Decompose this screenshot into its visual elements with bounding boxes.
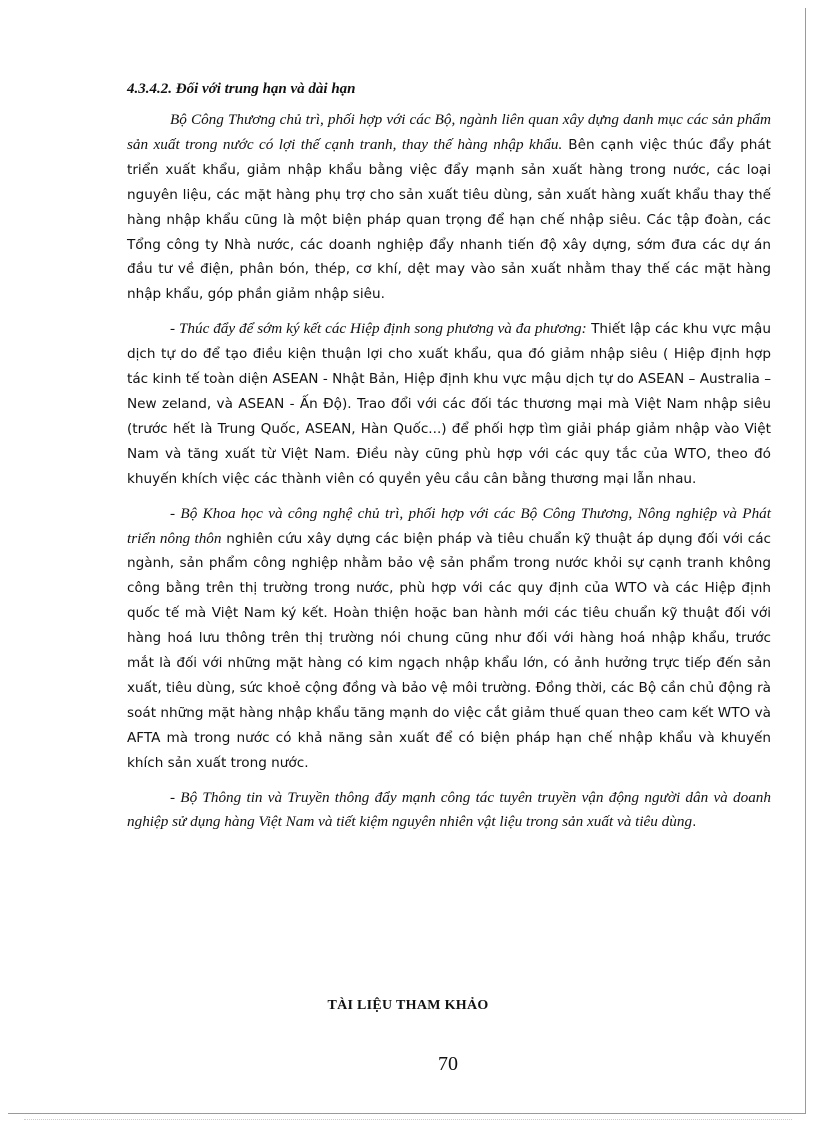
paragraph-trade-agreements xyxy=(127,317,771,491)
paragraph-lead: - Bộ Thông tin và Truyền thông đẩy mạnh công tác tuyên truyền vận động người dân và doanh nghiệp sử dụng hàng Việt Nam và tiết kiệm nguyên nhiên vật liệu trong sản xuất và tiêu dùng xyxy=(127,788,771,831)
references-title: TÀI LIỆU THAM KHẢO xyxy=(327,998,489,1013)
paragraph-lead: Bộ Công Thương chủ trì, phối hợp với các Bộ, ngành liên quan xây dựng danh mục các sản phẩm sản xuất trong nước có lợi thế cạnh tranh, thay thế hàng nhập khẩu. xyxy=(127,111,771,153)
paragraph-lead: - Thúc đẩy để sớm ký kết các Hiệp định song phương và đa phương: xyxy=(170,320,587,338)
page-number: 70 xyxy=(438,1053,458,1075)
paragraph-lead: - Bộ Khoa học và công nghệ chủ trì, phối hợp với các Bộ Công Thương, Nông nghiệp và Phát triển nông thôn xyxy=(127,504,771,547)
document-body xyxy=(127,78,771,835)
paragraph-body: . xyxy=(692,814,697,831)
paragraph-ministry-trade xyxy=(127,108,771,307)
paragraph-body: nghiên cứu xây dựng các biện pháp và tiêu chuẩn kỹ thuật áp dụng đối với các ngành, sản phẩm công nghiệp nhằm bảo vệ sản phẩm trong nước khỏi sự cạnh tranh không công bằng trên thị trường trong nước, phù hợp với các quy định của WTO và các Hiệp định quốc tế mà Việt Nam ký kết. Hoàn thiện hoặc ban hành mới các tiêu chuẩn kỹ thuật đối với hàng hoá lưu thông trên thị trường nói chung cũng như đối với hàng hoá nhập khẩu, trước mắt là đối với những mặt hàng có kim ngạch nhập khẩu lớn, có ảnh hưởng trực tiếp đến sản xuất, tiêu dùng, sức khoẻ cộng đồng và bảo vệ môi trường. Đồng thời, các Bộ cần chủ động rà soát những mặt hàng nhập khẩu tăng mạnh do việc cắt giảm thuế quan theo cam kết WTO và AFTA mà trong nước có khả năng sản xuất để có biện pháp hạn chế nhập khẩu và khuyến khích sản xuất trong nước. xyxy=(127,530,772,771)
paragraph-ministry-information xyxy=(127,786,771,836)
paragraph-ministry-science xyxy=(127,502,771,776)
paragraph-body: Thiết lập các khu vực mậu dịch tự do để tạo điều kiện thuận lợi cho xuất khẩu, qua đó giảm nhập siêu ( Hiệp định hợp tác kinh tế toàn diện ASEAN - Nhật Bản, Hiệp định khu vực mậu dịch tự do ASEAN – Australia – New zeland, và ASEAN - Ấn Độ). Trao đổi với các đối tác thương mại mà Việt Nam nhập siêu (trước hết là Trung Quốc, ASEAN, Hàn Quốc...) để phối hợp tìm giải pháp giảm nhập vào Việt Nam và tăng xuất từ Việt Nam. Điều này cũng phù hợp với các quy tắc của WTO, theo đó khuyến khích việc các thành viên có quyền yêu cầu cân bằng thương mại lẫn nhau. xyxy=(127,321,771,487)
page-bottom-rule xyxy=(24,1119,792,1120)
section-heading: 4.3.4.2. Đối với trung hạn và dài hạn xyxy=(127,81,356,97)
paragraph-body: Bên cạnh việc thúc đẩy phát triển xuất khẩu, giảm nhập khẩu bằng việc đẩy mạnh sản xuất hàng trong nước, các loại nguyên liệu, các mặt hàng phụ trợ cho sản xuất tiêu dùng, sản xuất hàng xuất khẩu thay thế hàng nhập khẩu cũng là một biện pháp quan trọng để hạn chế nhập siêu. Các tập đoàn, các Tổng công ty Nhà nước, các doanh nghiệp đẩy nhanh tiến độ xây dựng, sớm đưa các dự án đầu tư về điện, phân bón, thép, cơ khí, dệt may vào sản xuất nhằm thay thế các mặt hàng nhập khẩu, góp phần giảm nhập siêu. xyxy=(127,136,771,303)
